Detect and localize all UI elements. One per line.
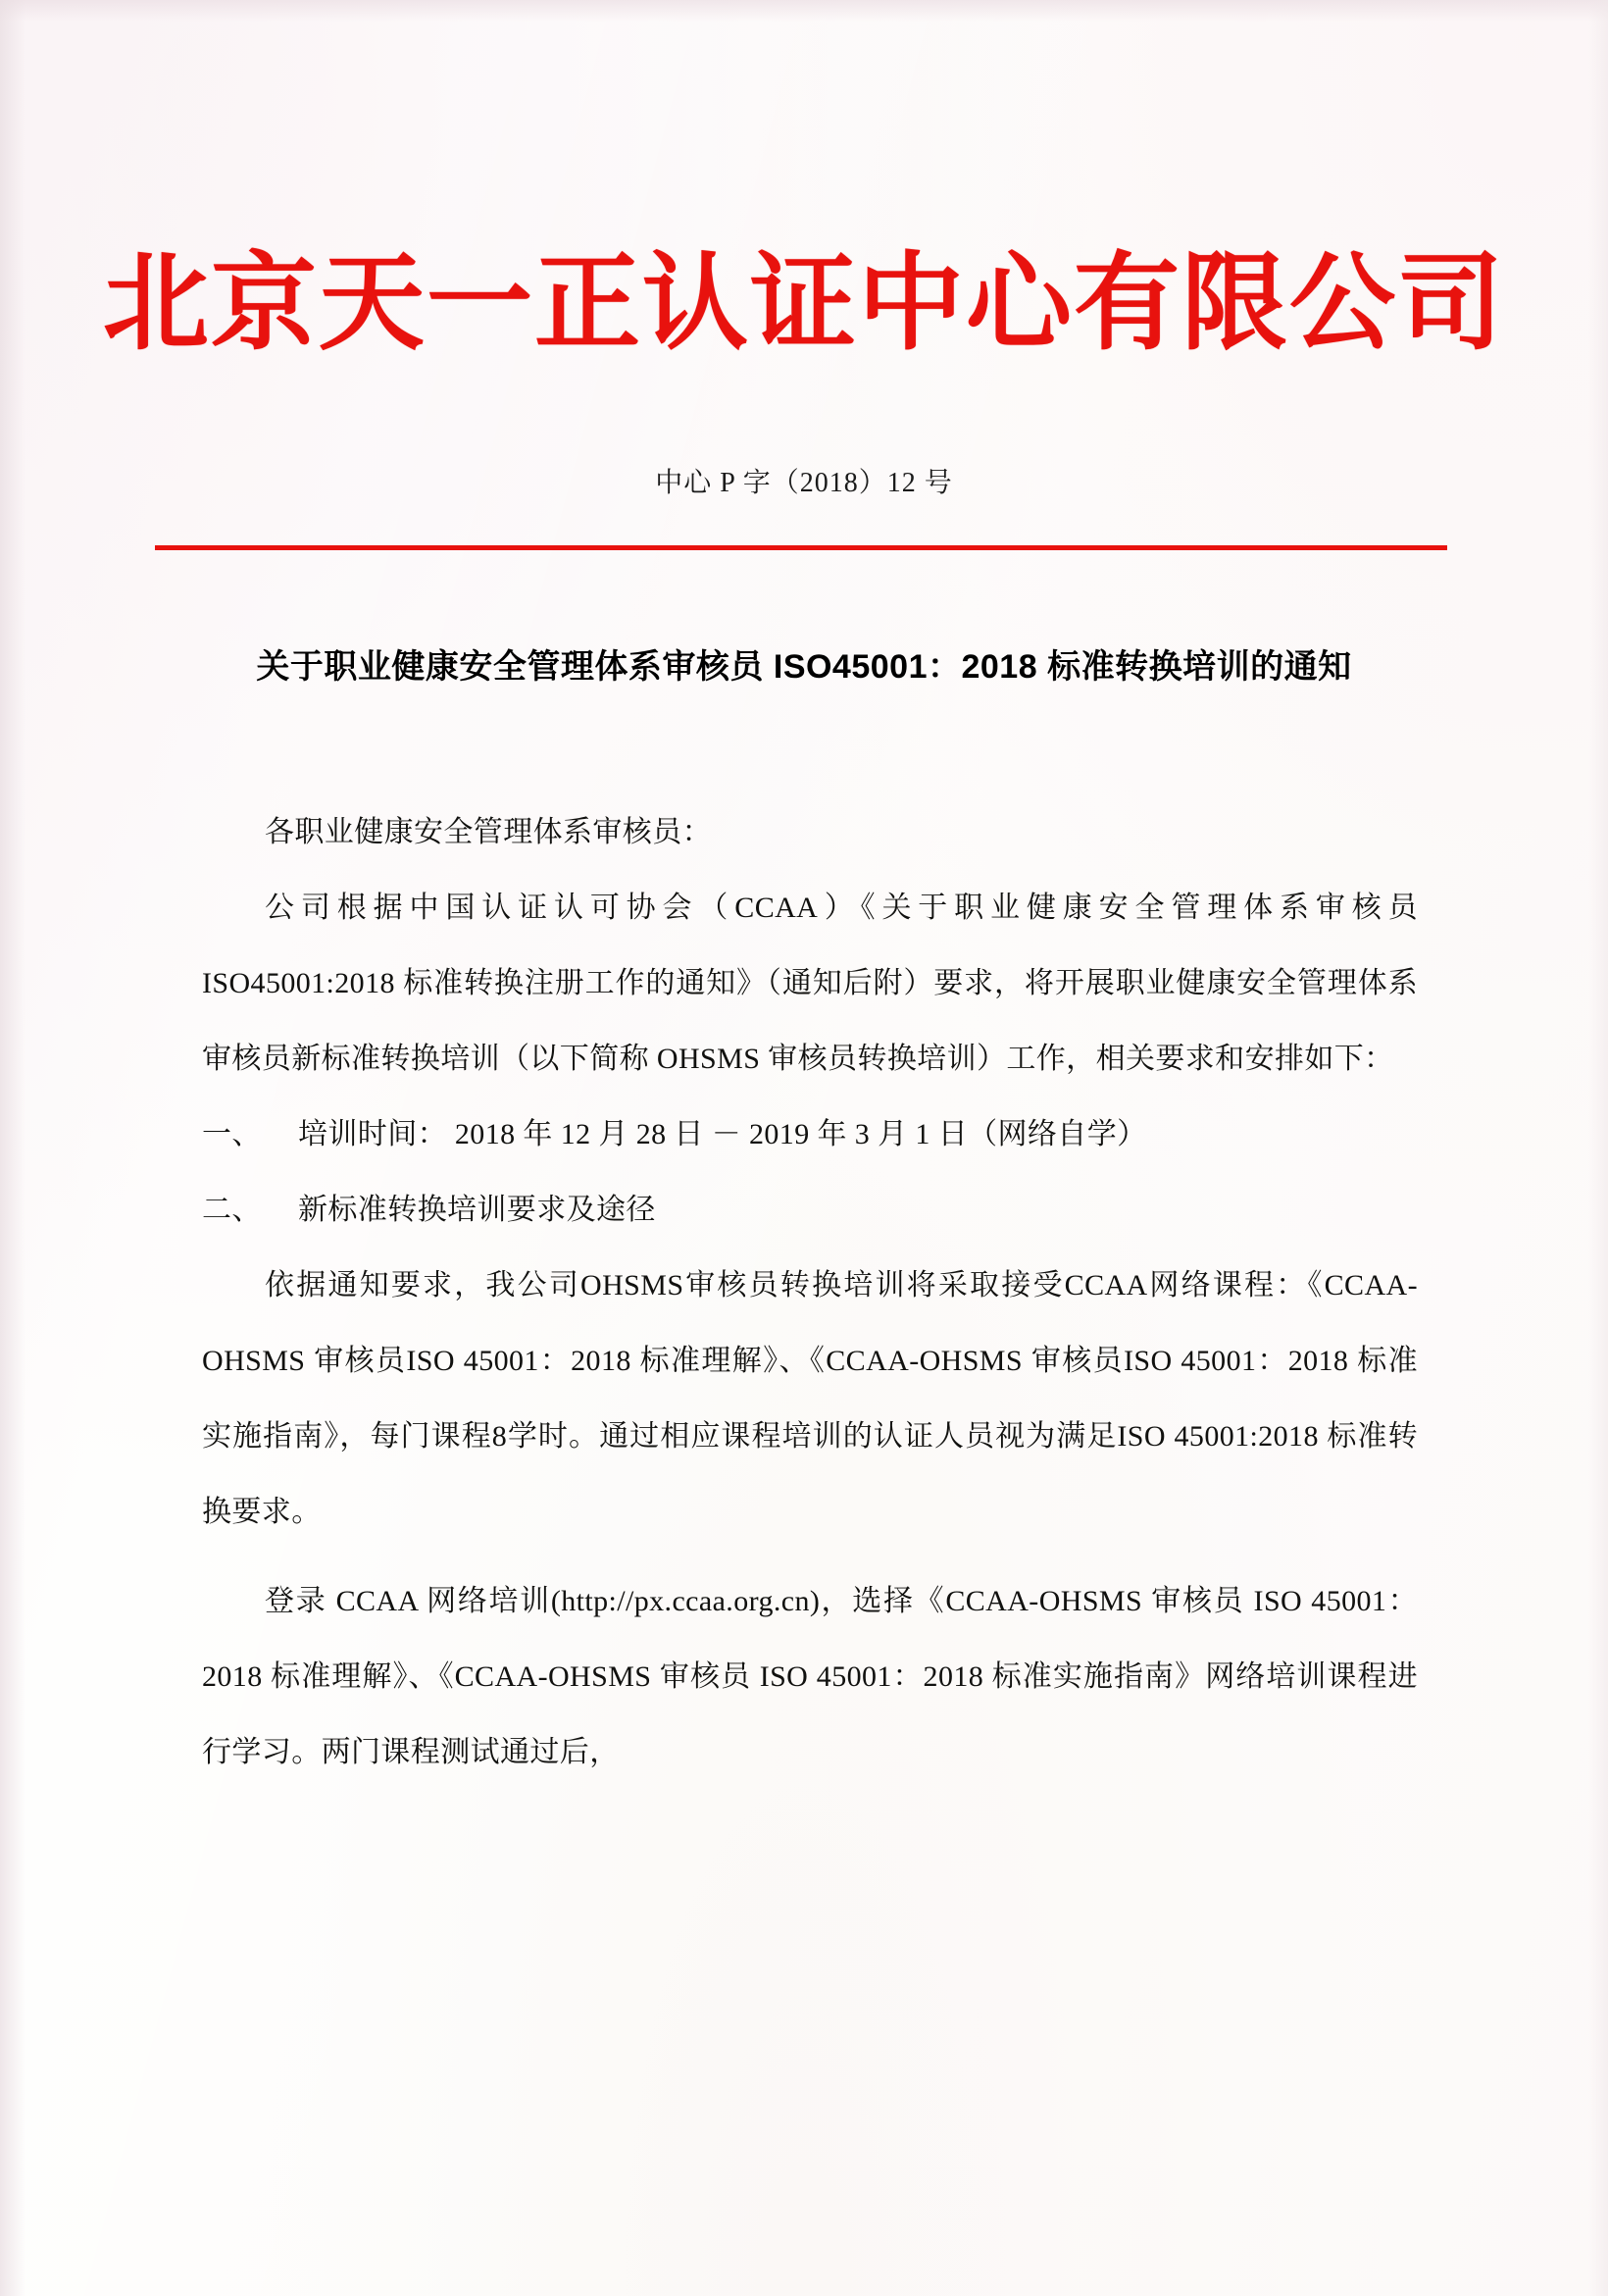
list-item-label: 一、 [202,1118,262,1150]
list-item [202,1097,1418,1172]
list-item-text: 培训时间： 2018 年 12 月 28 日 － 2019 年 3 月 1 日（网络自学） [298,1118,1147,1150]
paragraph-gap [202,1550,1418,1563]
paragraph-intro: 公司根据中国认证认可协会（CCAA）《关于职业健康安全管理体系审核员 ISO45001:2018 标准转换注册工作的通知》（通知后附）要求，将开展职业健康安全管理体系审核员新标准转换培训（以下简称 OHSMS 审核员转换培训）工作，相关要求和安排如下： [202,892,1418,1075]
document-title: 关于职业健康安全管理体系审核员 ISO45001：2018 标准转换培训的通知 [256,648,1352,686]
header-red-rule [155,545,1447,550]
paragraph-login-instructions: 登录 CCAA 网络培训(http://px.ccaa.org.cn)，选择《CCAA-OHSMS 审核员 ISO 45001：2018 标准理解》、《CCAA-OHSMS 审核员 ISO 45001：2018 标准实施指南》网络培训课程进行学习。两门课程测试通过后， [202,1585,1418,1768]
paragraph-training-requirements: 依据通知要求，我公司OHSMS审核员转换培训将采取接受CCAA网络课程：《CCAA-OHSMS 审核员ISO 45001：2018 标准理解》、《CCAA-OHSMS 审核员ISO 45001：2018 标准实施指南》，每门课程8学时。通过相应课程培训的认证人员视为满足ISO 45001:2018 标准转换要求。 [202,1269,1418,1528]
list-item-label: 二、 [202,1194,262,1226]
list-item [202,1172,1418,1248]
company-letterhead: 北京天一正认证中心有限公司 [102,246,1505,363]
document-content [202,794,1418,1790]
document-number: 中心 P 字（2018）12 号 [655,468,953,498]
list-item-text: 新标准转换培训要求及途径 [298,1194,656,1226]
salutation: 各职业健康安全管理体系审核员： [265,816,712,848]
